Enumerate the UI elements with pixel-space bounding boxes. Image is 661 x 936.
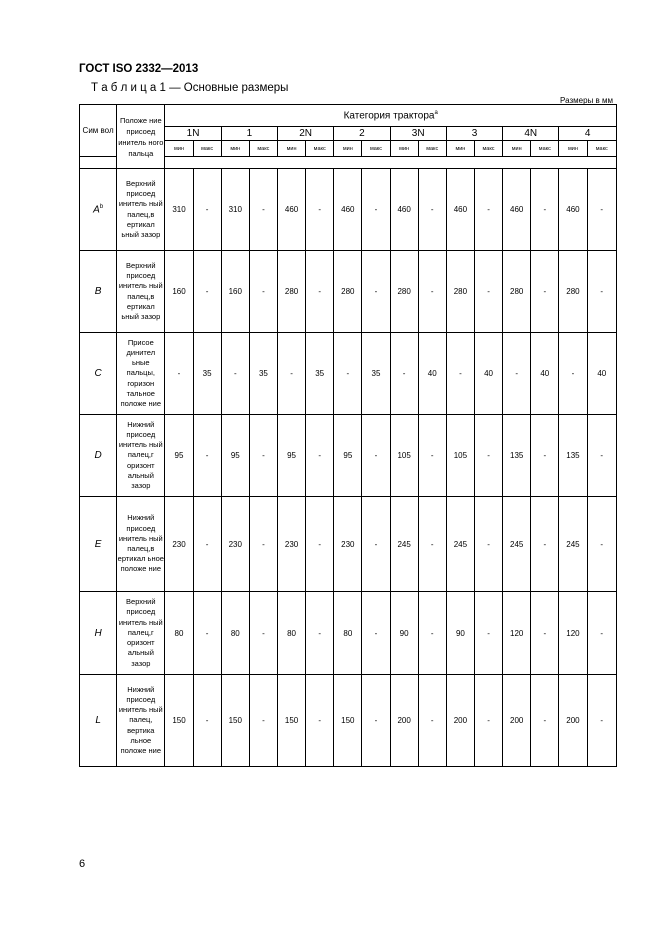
header-min: мин <box>165 141 193 157</box>
value-cell: 40 <box>531 333 559 415</box>
header-category-4: 3N <box>390 127 446 141</box>
value-cell: - <box>474 675 502 767</box>
value-cell: - <box>306 497 334 592</box>
value-cell: - <box>362 251 390 333</box>
value-cell: - <box>587 675 616 767</box>
value-cell: - <box>390 333 418 415</box>
value-cell: 105 <box>390 415 418 497</box>
symbol-letter: E <box>94 538 102 550</box>
value-cell: 105 <box>446 415 474 497</box>
value-cell: 135 <box>503 415 531 497</box>
value-cell: 245 <box>446 497 474 592</box>
header-min: мин <box>390 141 418 157</box>
value-cell: 200 <box>446 675 474 767</box>
header-category-0: 1N <box>165 127 221 141</box>
header-max: макс <box>362 141 390 157</box>
value-cell: 40 <box>418 333 446 415</box>
value-cell: - <box>587 415 616 497</box>
row-position: Нижний присоед инитель ный палец, вертика льное положе ние <box>117 675 165 767</box>
value-cell: 90 <box>390 592 418 675</box>
header-max: макс <box>418 141 446 157</box>
value-cell: - <box>531 415 559 497</box>
value-cell: 80 <box>277 592 305 675</box>
value-cell: 120 <box>503 592 531 675</box>
header-min: мин <box>221 141 249 157</box>
value-cell: - <box>249 169 277 251</box>
header-max: макс <box>249 141 277 157</box>
row-symbol <box>80 497 117 592</box>
value-cell: - <box>531 675 559 767</box>
value-cell: 280 <box>559 251 587 333</box>
value-cell: - <box>418 415 446 497</box>
units-note: Размеры в мм <box>560 96 613 105</box>
value-cell: 200 <box>503 675 531 767</box>
value-cell: - <box>531 169 559 251</box>
row-position: Верхний присоед инитель ный палец,в ертикал ьный зазор <box>117 169 165 251</box>
value-cell: - <box>249 675 277 767</box>
header-category-7: 4 <box>559 127 617 141</box>
table-row <box>80 415 617 497</box>
value-cell: 460 <box>503 169 531 251</box>
value-cell: - <box>306 592 334 675</box>
value-cell: 280 <box>277 251 305 333</box>
value-cell: 135 <box>559 415 587 497</box>
table-row <box>80 169 617 251</box>
value-cell: 95 <box>221 415 249 497</box>
value-cell: 460 <box>390 169 418 251</box>
value-cell: - <box>587 592 616 675</box>
header-max: макс <box>306 141 334 157</box>
value-cell: 280 <box>503 251 531 333</box>
row-position: Присое динител ьные пальцы, горизон тальное положе ние <box>117 333 165 415</box>
value-cell: 230 <box>334 497 362 592</box>
value-cell: - <box>193 675 221 767</box>
value-cell: - <box>193 415 221 497</box>
symbol-letter: H <box>94 627 102 639</box>
table-row <box>80 497 617 592</box>
value-cell: - <box>334 333 362 415</box>
row-position: Нижний присоед инитель ный палец,в ертикал ьное положе ние <box>117 497 165 592</box>
row-symbol <box>80 675 117 767</box>
value-cell: - <box>193 169 221 251</box>
table-row <box>80 592 617 675</box>
value-cell: 160 <box>165 251 193 333</box>
header-max: макс <box>474 141 502 157</box>
header-max: макс <box>587 141 616 157</box>
header-symbol-empty <box>80 157 117 169</box>
value-cell: 280 <box>334 251 362 333</box>
table-row <box>80 333 617 415</box>
value-cell: 230 <box>221 497 249 592</box>
value-cell: - <box>362 675 390 767</box>
value-cell: 200 <box>559 675 587 767</box>
value-cell: 95 <box>277 415 305 497</box>
row-position: Верхний присоед инитель ный палец,в ертикал ьный зазор <box>117 251 165 333</box>
value-cell: 80 <box>334 592 362 675</box>
header-category-6: 4N <box>503 127 559 141</box>
row-symbol <box>80 592 117 675</box>
value-cell: 95 <box>334 415 362 497</box>
table-row <box>80 251 617 333</box>
value-cell: - <box>418 251 446 333</box>
value-cell: 245 <box>390 497 418 592</box>
value-cell: - <box>249 251 277 333</box>
value-cell: - <box>193 592 221 675</box>
value-cell: 160 <box>221 251 249 333</box>
value-cell: - <box>587 169 616 251</box>
value-cell: - <box>418 497 446 592</box>
value-cell: 95 <box>165 415 193 497</box>
row-position: Верхний присоед инитель ный палец,г оризонт альный зазор <box>117 592 165 675</box>
header-min: мин <box>503 141 531 157</box>
value-cell: - <box>587 497 616 592</box>
value-cell: 35 <box>306 333 334 415</box>
row-symbol <box>80 415 117 497</box>
header-max: макс <box>531 141 559 157</box>
value-cell: - <box>559 333 587 415</box>
symbol-letter: A <box>93 204 100 216</box>
value-cell: - <box>362 497 390 592</box>
row-position: Нижний присоед инитель ный палец,г оризонт альный зазор <box>117 415 165 497</box>
value-cell: - <box>418 169 446 251</box>
row-symbol <box>80 251 117 333</box>
value-cell: - <box>306 675 334 767</box>
header-category-5: 3 <box>446 127 502 141</box>
value-cell: - <box>531 592 559 675</box>
value-cell: 245 <box>503 497 531 592</box>
dimensions-table <box>79 104 617 767</box>
symbol-letter: C <box>94 368 102 379</box>
value-cell: 150 <box>165 675 193 767</box>
value-cell: - <box>474 497 502 592</box>
value-cell: 200 <box>390 675 418 767</box>
value-cell: - <box>474 592 502 675</box>
value-cell: 460 <box>446 169 474 251</box>
header-category-2: 2N <box>277 127 333 141</box>
value-cell: - <box>362 169 390 251</box>
value-cell: - <box>531 251 559 333</box>
value-cell: 245 <box>559 497 587 592</box>
value-cell: - <box>221 333 249 415</box>
header-min: мин <box>446 141 474 157</box>
table-row <box>80 675 617 767</box>
value-cell: - <box>249 497 277 592</box>
value-cell: 40 <box>587 333 616 415</box>
value-cell: - <box>193 251 221 333</box>
value-cell: - <box>587 251 616 333</box>
value-cell: 460 <box>277 169 305 251</box>
header-empty <box>165 157 617 169</box>
value-cell: - <box>503 333 531 415</box>
symbol-footnote: b <box>99 203 104 210</box>
header-category-footnote: а <box>434 109 438 116</box>
header-symbol: Сим вол <box>80 105 117 157</box>
symbol-letter: D <box>94 450 102 461</box>
value-cell: 150 <box>334 675 362 767</box>
header-category-3: 2 <box>334 127 390 141</box>
value-cell: 230 <box>277 497 305 592</box>
header-min: мин <box>559 141 587 157</box>
value-cell: - <box>418 592 446 675</box>
row-symbol <box>80 169 117 251</box>
value-cell: - <box>418 675 446 767</box>
value-cell: 90 <box>446 592 474 675</box>
value-cell: 310 <box>165 169 193 251</box>
value-cell: 80 <box>221 592 249 675</box>
header-position: Положе ние присоед инитель ного пальца <box>117 105 165 169</box>
value-cell: - <box>249 592 277 675</box>
value-cell: 40 <box>474 333 502 415</box>
value-cell: 80 <box>165 592 193 675</box>
value-cell: 35 <box>362 333 390 415</box>
table-title: Т а б л и ц а 1 — Основные размеры <box>91 82 289 94</box>
value-cell: 230 <box>165 497 193 592</box>
value-cell: - <box>474 169 502 251</box>
header-category <box>165 105 617 127</box>
value-cell: 35 <box>193 333 221 415</box>
page-number: 6 <box>79 858 86 870</box>
header-category-label: Категория трактора <box>343 110 435 122</box>
value-cell: - <box>362 592 390 675</box>
value-cell: 280 <box>390 251 418 333</box>
document-header: ГОСТ ISO 2332—2013 <box>79 63 199 75</box>
value-cell: 460 <box>334 169 362 251</box>
value-cell: - <box>474 251 502 333</box>
header-max: макс <box>193 141 221 157</box>
value-cell: - <box>306 251 334 333</box>
value-cell: - <box>277 333 305 415</box>
value-cell: 150 <box>277 675 305 767</box>
value-cell: - <box>249 415 277 497</box>
value-cell: 460 <box>559 169 587 251</box>
value-cell: - <box>306 169 334 251</box>
value-cell: - <box>474 415 502 497</box>
header-min: мин <box>277 141 305 157</box>
value-cell: 35 <box>249 333 277 415</box>
value-cell: - <box>193 497 221 592</box>
header-min: мин <box>334 141 362 157</box>
value-cell: - <box>531 497 559 592</box>
symbol-letter: L <box>95 715 101 726</box>
value-cell: - <box>306 415 334 497</box>
value-cell: - <box>165 333 193 415</box>
value-cell: 150 <box>221 675 249 767</box>
value-cell: 120 <box>559 592 587 675</box>
header-category-1: 1 <box>221 127 277 141</box>
row-symbol <box>80 333 117 415</box>
value-cell: - <box>446 333 474 415</box>
symbol-letter: B <box>94 286 102 297</box>
value-cell: 310 <box>221 169 249 251</box>
value-cell: 280 <box>446 251 474 333</box>
value-cell: - <box>362 415 390 497</box>
